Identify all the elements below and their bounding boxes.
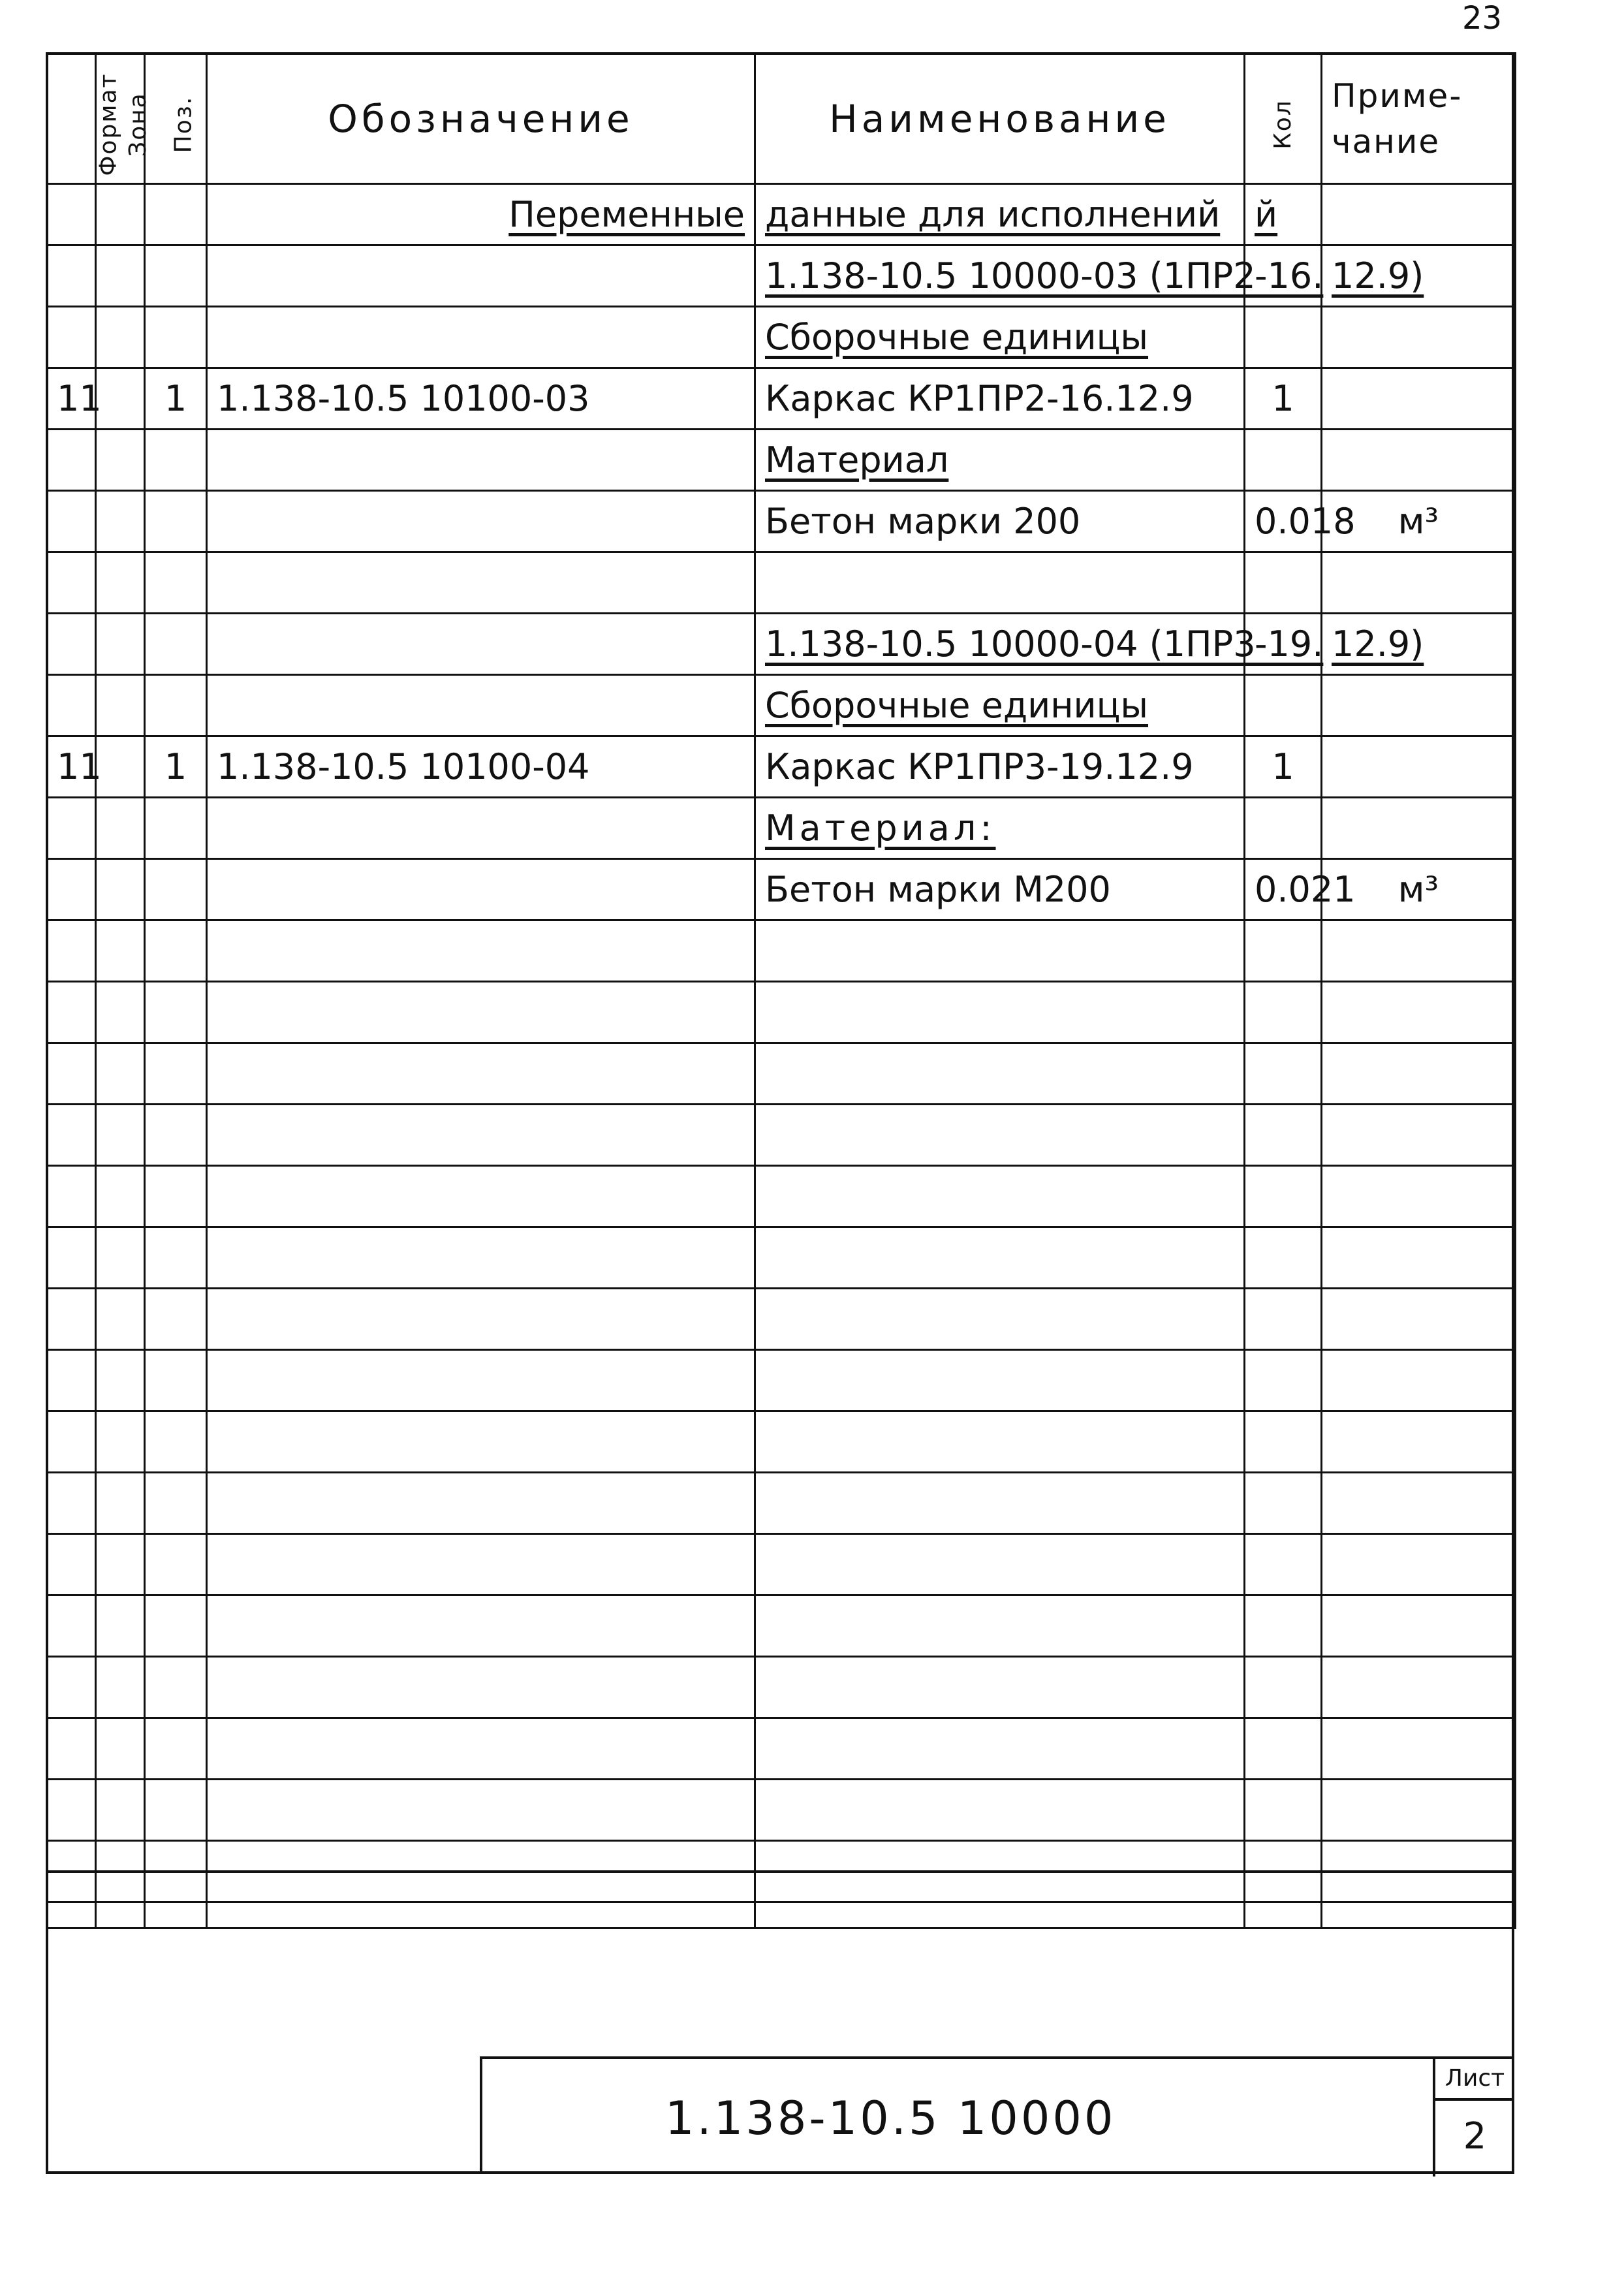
variant-code: 1.138-10.5 10000-03 (1ПР2: [765, 255, 1256, 296]
section-heading: Сборочные единицы: [765, 685, 1149, 726]
sheet-label: Лист: [1435, 2059, 1514, 2101]
header-zone: Зона: [96, 54, 145, 184]
table-row: Переменные данные для исполнений й: [47, 184, 1516, 245]
table-row: [47, 1043, 1516, 1105]
header-note: Приме- чание: [1322, 54, 1516, 184]
sheet-box: [1433, 2059, 1514, 2176]
table-row: [47, 982, 1516, 1043]
table-row: [47, 430, 1516, 491]
table-row: [47, 920, 1516, 982]
sheet-value: 2: [1463, 2115, 1487, 2158]
variant-code: 1.138-10.5 10000-04 (1ПР3: [765, 623, 1256, 665]
document-code: 1.138-10.5 10000: [665, 2092, 1116, 2145]
item-name: Каркас КР1ПР3-19.12.9: [755, 736, 1245, 798]
table-row: [47, 1595, 1516, 1657]
table-row: [47, 1780, 1516, 1841]
table-row: [47, 307, 1516, 368]
table-header-row: [47, 54, 1516, 184]
table-row: 11 1 1.138-10.5 10100-03 Каркас КР1ПР2-16.12.9 1: [47, 368, 1516, 430]
section-title-right: данные для исполнений: [765, 194, 1221, 235]
title-block: [480, 2056, 1514, 2174]
specification-table: [46, 52, 1516, 1929]
header-format: Формат: [47, 54, 96, 184]
section-heading: Сборочные единицы: [765, 317, 1149, 358]
table-row: [47, 1718, 1516, 1780]
item-name: Бетон марки М200: [755, 859, 1245, 920]
table-row: 1.138-10.5 10000-03 (1ПР2 -16. 12.9): [47, 245, 1516, 307]
section-heading: Материал:: [765, 808, 996, 849]
table-row: [47, 1411, 1516, 1473]
table-row: [47, 1227, 1516, 1289]
section-title-left: Переменные: [508, 194, 745, 235]
table-row: [47, 675, 1516, 736]
table-row: [47, 1473, 1516, 1534]
header-name: Наименование: [755, 54, 1245, 184]
table-row: Бетон марки 200 0.018 м³: [47, 491, 1516, 552]
table-row: [47, 1350, 1516, 1411]
table-row: [47, 552, 1516, 614]
table-row: 1.138-10.5 10000-04 (1ПР3 -19. 12.9): [47, 614, 1516, 675]
table-row: [47, 1534, 1516, 1595]
table-row: [47, 798, 1516, 859]
table-row: [47, 1166, 1516, 1227]
header-designation: Обозначение: [207, 54, 755, 184]
table-row: [47, 1657, 1516, 1718]
item-name: Каркас КР1ПР2-16.12.9: [755, 368, 1245, 430]
table-row: 11 1 1.138-10.5 10100-04 Каркас КР1ПР3-19.12.9 1: [47, 736, 1516, 798]
item-name: Бетон марки 200: [755, 491, 1245, 552]
header-pos: Поз.: [145, 54, 207, 184]
section-heading: Материал: [765, 439, 949, 480]
table-row: [47, 1289, 1516, 1350]
item-designation: 1.138-10.5 10100-03: [207, 368, 755, 430]
header-qty: Кол: [1245, 54, 1322, 184]
page-number: 23: [1462, 0, 1503, 37]
item-designation: 1.138-10.5 10100-04: [207, 736, 755, 798]
table-row: Бетон марки М200 0.021 м³: [47, 859, 1516, 920]
table-row: [47, 1105, 1516, 1166]
